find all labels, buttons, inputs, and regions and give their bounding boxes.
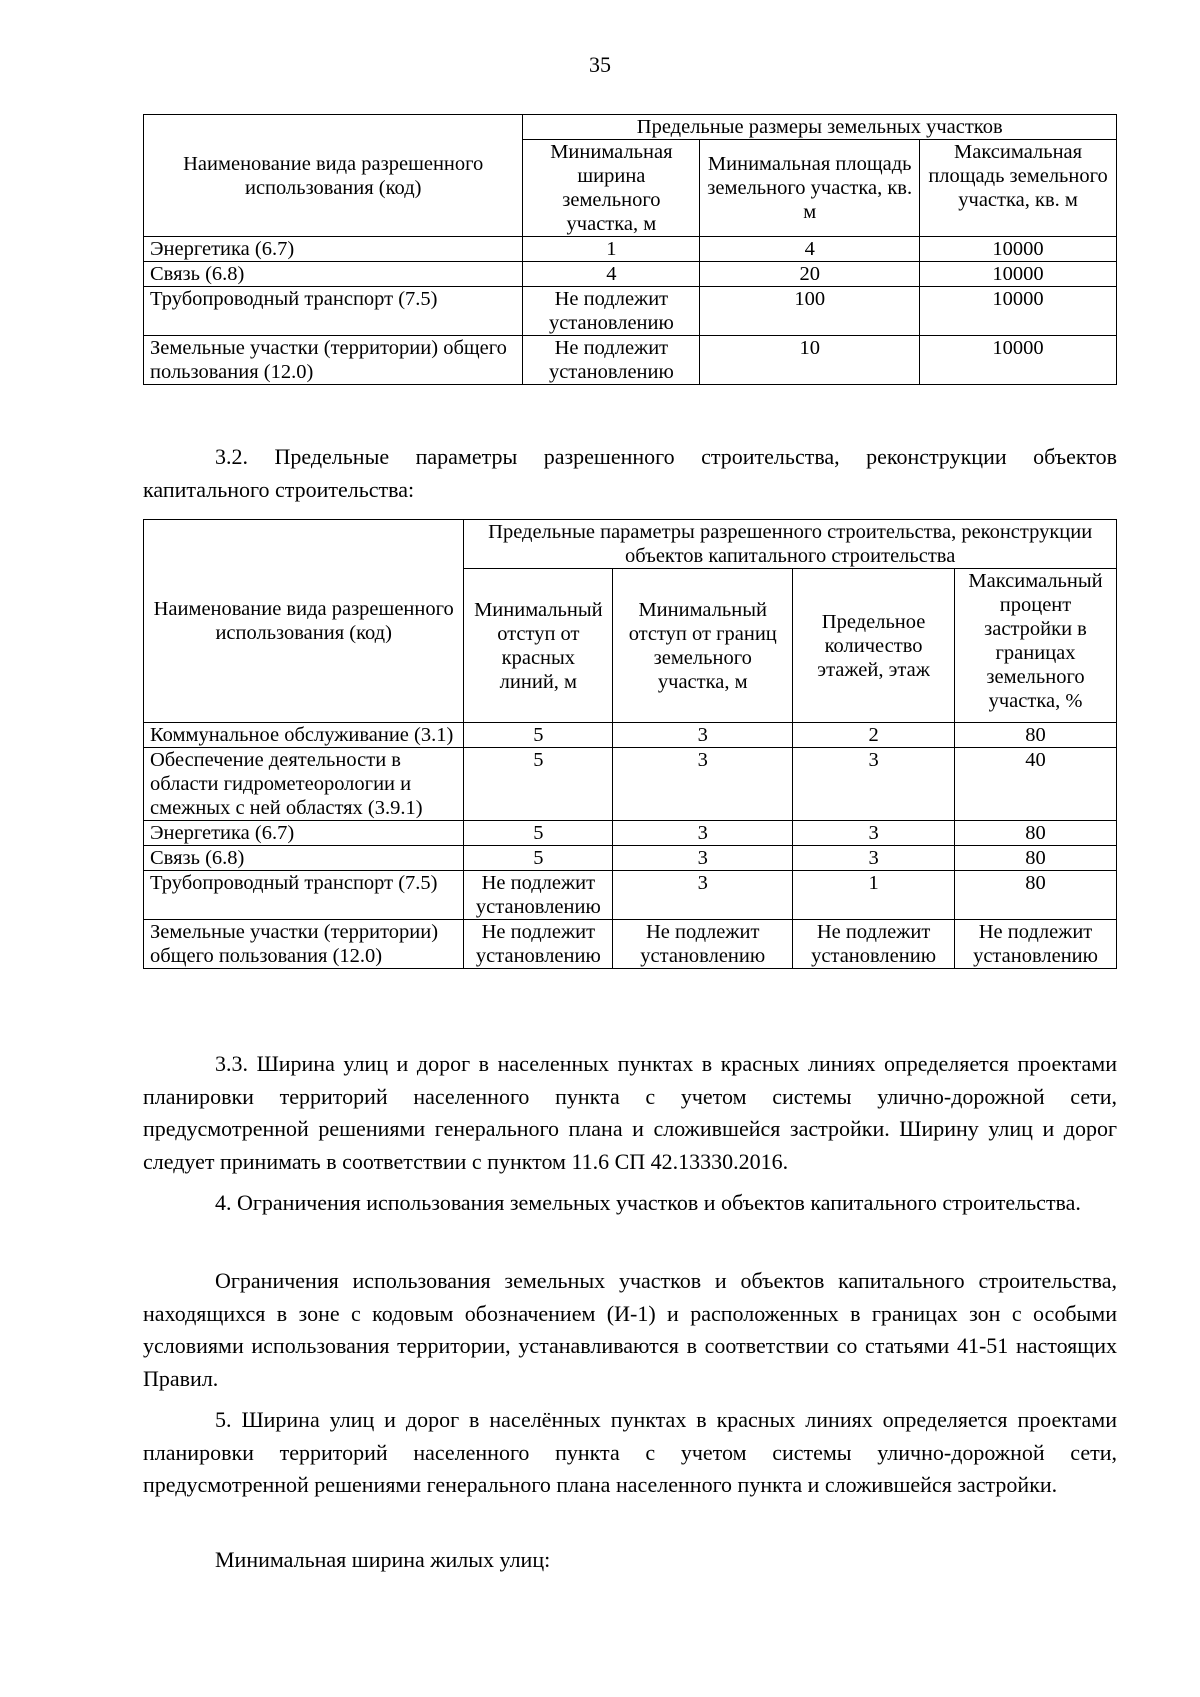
row-bound: 3	[613, 821, 793, 846]
row-min-width: Не подлежит установлению	[523, 287, 700, 336]
row-floors: Не подлежит установлению	[793, 920, 955, 969]
row-floors: 3	[793, 821, 955, 846]
header-max-area: Максимальная площадь земельного участка, кв. м	[920, 140, 1117, 237]
row-red: 5	[464, 846, 613, 871]
row-percent: 80	[955, 846, 1117, 871]
row-name: Связь (6.8)	[144, 262, 523, 287]
paragraph-5: 5. Ширина улиц и дорог в населённых пунктах в красных линиях определяется проектами планировки территорий населенного пункта с учетом системы улично-дорожной сети, предусмотренной решениями генерального плана населенного пункта и сложившейся застройки.	[143, 1407, 1117, 1497]
header-min-width: Минимальная ширина земельного участка, м	[523, 140, 700, 237]
paragraph-3-3: 3.3. Ширина улиц и дорог в населенных пунктах в красных линиях определяется проектами планировки территорий населенного пункта с учетом системы улично-дорожной сети, предусмотренной решениями генерального плана и сложившейся застройки. Ширину улиц и дорог следует принимать в соответствии с пунктом 11.6 СП 42.13330.2016.	[143, 1051, 1117, 1174]
row-red: Не подлежит установлению	[464, 920, 613, 969]
row-name: Связь (6.8)	[144, 846, 464, 871]
row-name: Земельные участки (территории) общего пользования (12.0)	[144, 336, 523, 385]
table-row	[144, 723, 1117, 748]
row-floors: 1	[793, 871, 955, 920]
header-name: Наименование вида разрешенного использования (код)	[144, 520, 464, 723]
table-row	[144, 748, 1117, 821]
row-floors: 3	[793, 748, 955, 821]
header-floors: Предельное количество этажей, этаж	[793, 569, 955, 723]
header-group: Предельные параметры разрешенного строительства, реконструкции объектов капитального строительства	[464, 520, 1117, 569]
building-params-table	[143, 519, 1117, 969]
row-percent: 80	[955, 723, 1117, 748]
row-percent: Не подлежит установлению	[955, 920, 1117, 969]
row-min-area: 20	[700, 262, 920, 287]
header-red-lines: Минимальный отступ от красных линий, м	[464, 569, 613, 723]
row-min-area: 100	[700, 287, 920, 336]
row-name: Коммунальное обслуживание (3.1)	[144, 723, 464, 748]
paragraph-4-text: Ограничения использования земельных участков и объектов капитального строительства, находящихся в зоне с кодовым обозначением (И-1) и расположенных в границах зон с особыми условиями использования территории, устанавливаются в соответствии со статьями 41-51 настоящих Правил.	[143, 1268, 1117, 1391]
row-min-width: Не подлежит установлению	[523, 336, 700, 385]
row-red: 5	[464, 748, 613, 821]
table-row	[144, 336, 1117, 385]
header-min-area: Минимальная площадь земельного участка, кв. м	[700, 140, 920, 237]
row-name: Земельные участки (территории) общего пользования (12.0)	[144, 920, 464, 969]
row-bound: 3	[613, 871, 793, 920]
header-group: Предельные размеры земельных участков	[523, 115, 1117, 140]
row-min-area: 4	[700, 237, 920, 262]
row-bound: 3	[613, 723, 793, 748]
row-red: Не подлежит установлению	[464, 871, 613, 920]
row-floors: 2	[793, 723, 955, 748]
row-percent: 40	[955, 748, 1117, 821]
row-bound: 3	[613, 846, 793, 871]
row-floors: 3	[793, 846, 955, 871]
row-max-area: 10000	[920, 237, 1117, 262]
paragraph-4-heading: 4. Ограничения использования земельных участков и объектов капитального строительства.	[215, 1190, 1081, 1215]
table-row	[144, 262, 1117, 287]
table-row	[144, 237, 1117, 262]
row-min-area: 10	[700, 336, 920, 385]
header-name: Наименование вида разрешенного использования (код)	[144, 115, 523, 237]
row-bound: Не подлежит установлению	[613, 920, 793, 969]
row-red: 5	[464, 723, 613, 748]
land-size-table	[143, 114, 1117, 385]
row-red: 5	[464, 821, 613, 846]
table-row	[144, 846, 1117, 871]
row-max-area: 10000	[920, 262, 1117, 287]
table-row	[144, 287, 1117, 336]
header-percent: Максимальный процент застройки в границах земельного участка, %	[955, 569, 1117, 723]
row-name: Энергетика (6.7)	[144, 821, 464, 846]
row-name: Трубопроводный транспорт (7.5)	[144, 871, 464, 920]
table-row	[144, 821, 1117, 846]
table-row	[144, 920, 1117, 969]
page-number: 35	[589, 52, 611, 77]
row-max-area: 10000	[920, 287, 1117, 336]
header-boundaries: Минимальный отступ от границ земельного участка, м	[613, 569, 793, 723]
row-name: Трубопроводный транспорт (7.5)	[144, 287, 523, 336]
table-row	[144, 871, 1117, 920]
row-bound: 3	[613, 748, 793, 821]
row-min-width: 1	[523, 237, 700, 262]
row-percent: 80	[955, 871, 1117, 920]
row-max-area: 10000	[920, 336, 1117, 385]
row-name: Энергетика (6.7)	[144, 237, 523, 262]
section-3-2-heading: 3.2. Предельные параметры разрешенного строительства, реконструкции объектов капитального строительства:	[143, 444, 1117, 502]
row-name: Обеспечение деятельности в области гидрометеорологии и смежных с ней областях (3.9.1)	[144, 748, 464, 821]
row-percent: 80	[955, 821, 1117, 846]
paragraph-min-width: Минимальная ширина жилых улиц:	[215, 1547, 551, 1572]
row-min-width: 4	[523, 262, 700, 287]
